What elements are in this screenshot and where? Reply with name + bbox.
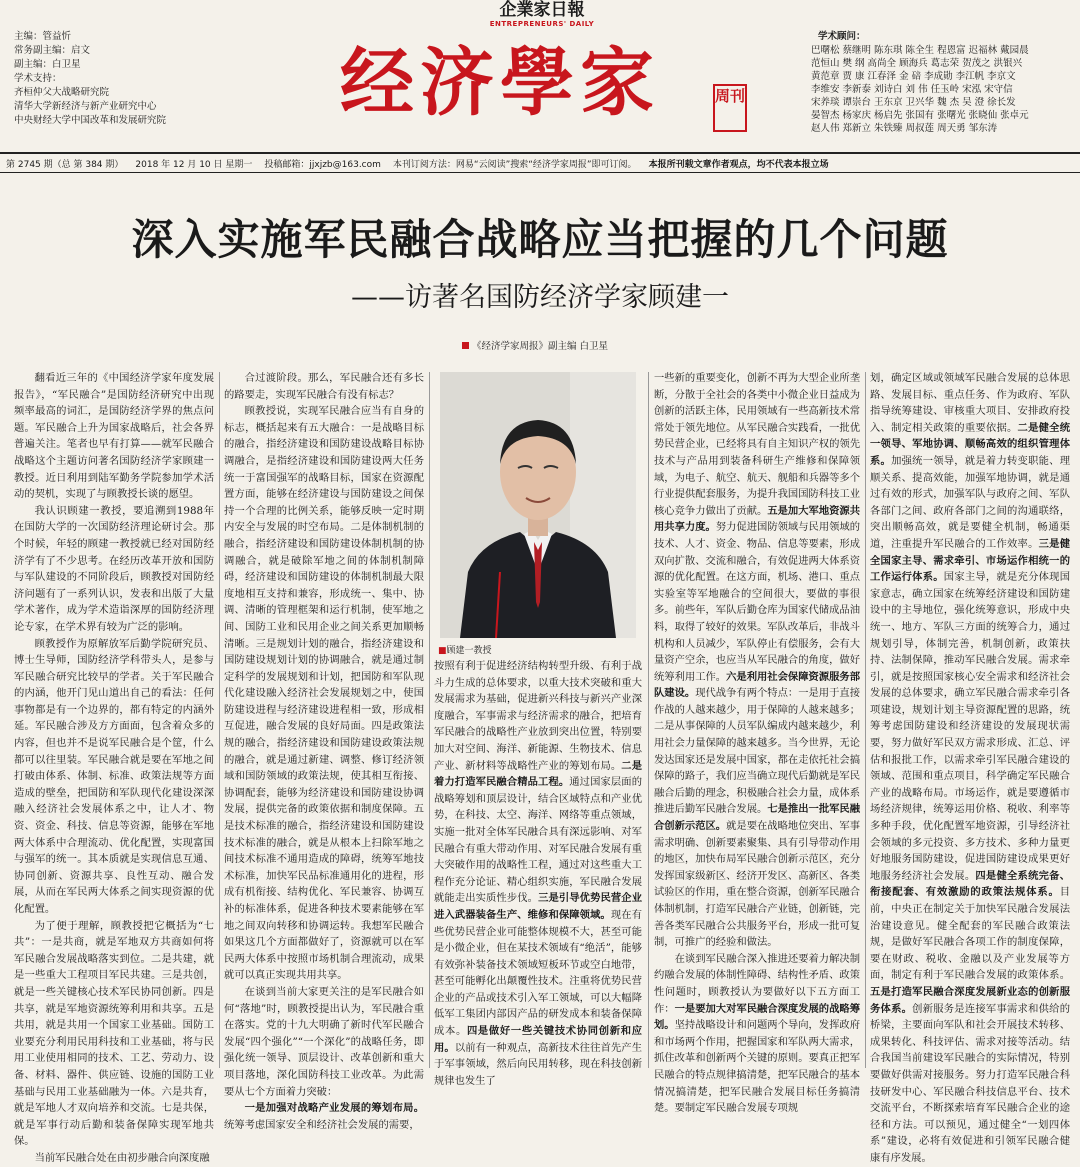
paragraph: 为了便于理解，顾教授把它概括为“七共”：一是共商，就是军地双方共商如何将军民融合发展战略落实到位。二是共建，就是一些重大工程项目军民共建。三是共创，就是一些关键核心技术军民协同创新。四是共享，就是军地资源统筹利用和共享。五是共用，就是共用一个国家工业基础。国防工业要充分利用民用科技和工业基础，将与民用工业使用相同的技术、工艺、劳动力、设备、材料、器件、供应链、设施的国防工业基础与民用工业基础融为一体。六是共育，就是军地人才双向培养和交流。七是共保，就是军事行动后勤和装备保障实现军地共保。 bbox=[14, 919, 214, 1148]
paragraph: 划，确定区域或领域军民融合发展的总体思路、发展目标、重点任务、作为政府、军队指导统筹建设、审核重大项目、安排政府投入、制定相关政策的重要依据。二是健全统一领导、军地协调、顺畅高效的组织管理体系。加强统一领导，就是着力转变职能、理顺关系、提高效能，加强军地协调，就是通过有效的形式，加强军队与政府之间、军队各部门之间、政府各部门之间的沟通联络，突出顺畅高效，就是要健全机制，畅通渠道，注重提升军民融合的工作效率。三是健全国家主导、需求牵引、市场运作相统一的工作运行体系。国家主导，就是充分体现国家意志，确立国家在统筹经济建设和国防建设中的主导地位，强化统筹意识，形成中央统一、地方、军队三方面的统筹合力，通过规划引导，体制完善，机制创新，政策扶持、法制保障，推动军民融合发展。需求牵引，就是按照国家核心安全需求和经济社会发展的总体要求，确立军民融合需求牵引各项建设，规划计划主导资源配置的思路，统筹考虑国防建设和经济建设的发展现状需要，努力做好军民双方需求形成、汇总、评估和报批工作，以需求牵引军民融合建设的领域、范围和重点项目，科学确定军民融合产业的战略布局。市场运作，就是要遵循市场经济规律，统筹运用价格、税收、利率等多种手段，优化配置军地资源，引导经济社会领域的多元投资、多方技术、多种力量更好地服务国防建设，促进国防建设成果更好地服务经济社会发展。四是健全系统完备、衔接配套、有效激励的政策法规体系。目前，中央正在制定关于加快军民融合发展法治建设意见。健全配套的军民融合政策法规，是做好军民融合各项工作的制度保障，要在财政、税收、金融以及产业发展等方面，制定有利于军民融合发展的政策体系。五是打造军民融合深度发展新业态的创新服务体系。创新服务是连接军事需求和供给的桥梁，主要面向军队和社会开展技术转移、成果转化、科技评估、需求对接等活动。结合我国当前建设军民融合的实际情况，特别要做好供需对接服务。努力打造军民融合科技研发中心、军民融合科技信息平台、技术交流平台，不断探索培育军民融合企业的途径和方法。可以预见，通过健全“一划四体系”建设，必将有效促进和引领军民融合健康有序发展。 bbox=[870, 372, 1071, 1164]
masthead-title: 经济學家 bbox=[340, 40, 660, 126]
staff-line: 清华大学新经济与新产业研究中心 bbox=[14, 101, 157, 112]
article-headline: 深入实施军民融合战略应当把握的几个问题 bbox=[131, 215, 949, 264]
advisors-row: 赵人伟 郑新立 朱铁臻 周叔莲 周天勇 邹东涛 bbox=[811, 123, 998, 134]
paragraph: 在谈到当前大家更关注的是军民融合如何“落地”时，顾教授提出认为，军民融合重在落实。党的十九大明确了新时代军民融合发展“四个强化”“一个深化”的战略任务，即强化统一领导、顶层设计、改革创新和重大项目落地，深化国防科技工业改革。为此需要从七个方面着力突破： bbox=[224, 985, 424, 1098]
disclaimer-note: 本报所刊载文章作者观点，均不代表本报立场 bbox=[648, 159, 829, 170]
advisors-row: 范恒山 樊 纲 高尚全 顾海兵 葛志荣 贺茂之 洪银兴 bbox=[811, 58, 1023, 69]
paragraph: 顾教授作为原解放军后勤学院研究员、博士生导师，国防经济学科带头人，是参与军民融合研究比较早的学者。关于军民融合的内涵，他开门见山道出自己的看法：任何事物都是有一个边界的，都有特定的内涵外延。军民融合涉及方方面面，包含着众多的内容，但也并不是说军民融合是个筐，什么都可以往里装。军民融合就是要在军地之间打破由体系、体制、标准、政策法规等方面造成的壁垒，把国防和军队现代化建设深深融入经济社会发展体系之中，让人才、物资、资金、科技、信息等资源，能够在军地两大体系中合理流动、优化配置，实现富国与强军的统一。其本质就是实现信息互通、协同创新、资源共享、良性互动、融合发展，从而在军民两大体系之间实现资源的优化配置。 bbox=[14, 637, 214, 915]
article-column-4 bbox=[654, 370, 861, 1115]
article-byline bbox=[462, 338, 662, 352]
subscription-note: 本刊订阅方法：网易“云阅读”搜索“经济学家周报”即可订阅。 bbox=[392, 159, 637, 170]
paragraph: 当前军民融合处在由初步融合向深度融 bbox=[34, 1151, 210, 1164]
staff-line: 主编：管益忻 bbox=[14, 31, 72, 42]
weekly-seal: 周刊 bbox=[713, 84, 747, 132]
paragraph: 翻看近三年的《中国经济学家年度发展报告》，“军民融合”是国防经济研究中出现频率最高的词汇，是国防经济学界的焦点问题。军民融合上升为国家战略后，社会各界普遍关注。笔者也早有打算——就军民融合战略这个主题访问著名国防经济学家顾建一教授。近日利用到陆军勤务学院参加学术活动的契机，实现了与顾教授长谈的愿望。 bbox=[14, 372, 214, 501]
staff-line: 学术支持： bbox=[14, 73, 62, 84]
paragraph: 一些新的重要变化，创新不再为大型企业所垄断，分散于全社会的各类中小微企业日益成为创新的活跃主体，民用领域有一些高新技术常常处于领先地位。从军民融合实践看，一批优势民营企业，已经将具有自主知识产权的领先技术与产品用到装备科研生产维修和保障领域，为电子、航空、航天、舰船和兵器等多个行业提供配套服务，为提升我国国防科技工业核心竞争力做出了贡献。五是加大军地资源共用共享力度。努力促进国防领域与民用领域的技术、人才、资金、物品、信息等要素，形成双向扩散、交流和融合，有效促进两大体系资源的优化配置。在这方面，机场、港口、重点实验室等军地融合的空间很大，要做的事很多。前些年，军队后勤仓库为国家代储成品油料，取得了较好的效果。军队改革后，非战斗机构和人员减少，军队停止有偿服务，会有大量资产空余，也应当从军民融合的角度，做好统筹利用工作。六是利用社会保障资源服务部队建设。现代战争有两个特点：一是用于直接作战的人越来越少，用于保障的人越来越多；二是从事保障的人员军队编成内越来越少，利用社会力量保障的越来越多。当今世界，无论发达国家还是发展中国家，都在走依托社会搞保障的路子，我们应当确立现代后勤就是军民融合后勤的理念，积极融合社会力量，成体系推进后勤军民融合发展。七是推出一批军民融合创新示范区。就是要在战略地位突出、军事需求明确、创新要素聚集、具有引导带动作用的地区，加快布局军民融合创新示范区，充分发挥国家级新区、经济开发区、高新区、各类试验区的作用，重在整合资源，创新军民融合体制机制，打造军民融合产业链，创新链，完善各类军民融合公共服务平台，形成一批可复制，可推广的经验和做法。 bbox=[654, 372, 861, 949]
paragraph: 顾教授说，实现军民融合应当有自身的标志，概括起来有五大融合：一是战略目标的融合，指经济建设和国防建设战略目标协调融合，是指经济建设和国防建设两大任务统一于富国强军的战略目标，国家在资源配置方面，能够在经济建设与国防建设之间保持一个合理的比例关系，能够反映一定时期内安全与发展的时空布局。二是体制机制的融合，指经济建设和国防建设体制机制的协调融合，就是破除军地之间的体制机制障碍，经济建设和国防建设的体制机制最大限度地相互支持和兼容，形成统一、集中、协调、清晰的管理框架和运行机制，使军地之间、国防工业和民用企业之间关系更加顺畅清晰。三是规划计划的融合，指经济建设和国防建设规划计划的协调融合，就是通过制定科学的发展规划和计划，把国防和军队现代化建设融入经济社会发展规划之中，使国防建设进程与经济建设进程相一致，形成相互促进，融合发展的良好局面。四是政策法规的融合，指经济建设和国防建设政策法规的融合，就是通过新建、调整、修订经济领域和国防领域的政策法规，使其相互衔接、协调配套，能够为经济建设和国防建设协调发展，提供完备的政策依据和制度保障。五是技术标准的融合，指经济建设和国防建设技术标准的融合，就是从根本上扫除军地之间技术标准不通用造成的障碍，统筹军地技术标准，加快军民品标准通用化的进程，形成有机衔接、结构优化、军民兼容、协调互补的标准体系，促进各种技术要素能够在军地之间双向转移和协调运转。我想军民融合如果这几个方面都做好了，资源就可以在军民两大体系中按照市场机制合理流动，成果就可以真正实现共用共享。 bbox=[224, 405, 424, 982]
advisors-row: 黄范章 贾 康 江春泽 金 碚 李成勋 李江帆 李京文 bbox=[811, 71, 1016, 82]
advisors-row: 巴曙松 蔡继明 陈东琪 陈全生 程恩富 迟福林 戴园晨 bbox=[811, 45, 1029, 56]
issue-number: 第 2745 期（总 第 384 期） bbox=[6, 159, 124, 170]
issue-date: 2018 年 12 月 10 日 星期一 bbox=[135, 159, 253, 170]
photo-caption bbox=[438, 643, 492, 656]
column-divider bbox=[865, 372, 866, 1068]
paragraph: 按照有利于促进经济结构转型升级、有利于战斗力生成的总体要求，以重大技术突破和重大发展需求为基础，促进新兴科技与新兴产业深度融合，军事需求与经济需求的融合，把培育军民融合的战略性产业放到突出位置，特别要加大对空间、海洋、新能源、生物技术、信息产业、新材料等战略性产业的筹划布局。二是着力打造军民融合精品工程。通过国家层面的战略筹划和顶层设计，结合区域特点和产业优势，在科技、太空、海洋、网络等重点领域，实施一批对全体军民融合具有深远影响、对军民融合有重大带动作用、对军民融合发展有重大突破作用的战略性工程，通过对这些重大工程作充分论证、精心组织实施，军民融合发展就能走出实质性步伐。三是引导优势民营企业进入武器装备生产、维修和保障领域。现在有些优势民营企业可能整体规模不大，甚至可能是小微企业，但在某技术领域有“绝活”，能够有效弥补装备技术领域短板环节或空白地带，甚至可能孵化出颠覆性技术。注重将优势民营企业的产品或技术引入军工领域，可以大幅降低军工集团内部因产品的研发成本和装备保障成本。四是做好一些关键技术协同创新和应用。以前有一种观点，高新技术往往首先产生于军事领域，然后向民用转移，现在科技创新规律也发生了 bbox=[434, 660, 643, 1087]
staff-line: 副主编：白卫星 bbox=[14, 59, 81, 70]
paragraph: 一是加强对战略产业发展的筹划布局。统筹考虑国家安全和经济社会发展的需要， bbox=[224, 1102, 424, 1131]
group-newspaper-name-en: ENTREPRENEURS' DAILY bbox=[489, 20, 595, 28]
column-divider bbox=[429, 372, 430, 1068]
staff-list bbox=[14, 30, 314, 128]
article-column-3 bbox=[434, 658, 643, 1087]
byline-text: 《经济学家周报》副主编 白卫星 bbox=[472, 341, 609, 352]
portrait-photo bbox=[440, 372, 636, 638]
advisors-row: 晏智杰 杨家庆 杨启先 张国有 张曙光 张晓仙 张卓元 bbox=[811, 110, 1029, 121]
article-subtitle: ——访著名国防经济学家顾建一 bbox=[351, 282, 729, 313]
portrait-illustration bbox=[440, 372, 636, 638]
submission-email: 投稿邮箱：jjxjzb@163.com bbox=[264, 159, 381, 170]
article-column-5 bbox=[870, 370, 1071, 1164]
paragraph: 在谈到军民融合深入推进还要着力解决制约融合发展的体制性障碍、结构性矛盾、政策性问题时，顾教授认为要做好以下五方面工作：一是要加大对军民融合深度发展的战略筹划。坚持战略设计和问题两个导向，发挥政府和市场两个作用，把握国家和军队两大需求，抓住改革和创新两个关键的原则。要真正把军民融合的特点规律搞清楚，把军民融合的基本情况搞清楚，把军民融合发展目标任务搞清楚。要制定军民融合发展专项规 bbox=[654, 952, 861, 1115]
advisors-label: 学术顾问： bbox=[818, 31, 866, 42]
caption-marker-icon: ■ bbox=[438, 646, 447, 656]
advisors-row: 李维安 李新泰 刘诗白 刘 伟 任玉岭 宋泓 宋守信 bbox=[811, 84, 1013, 95]
article-column-1 bbox=[14, 370, 214, 1164]
paragraph: 我认识顾建一教授，要追溯到1988年在国防大学的一次国防经济理论研讨会。那个时候，年轻的顾建一教授就已经对国防经济学有了不少思考。在经历改革开放和国防与军队建设的不同阶段后，顾教授对国防经济问题有了一系列认识，发表和出版了大量学术著作，成为学术造诣深厚的国防经济理论专家，在学术界有较为广泛的影响。 bbox=[14, 504, 214, 633]
staff-line: 中央财经大学中国改革和发展研究院 bbox=[14, 115, 167, 126]
group-newspaper-name: 企業家日報 bbox=[499, 0, 585, 20]
article-column-2 bbox=[224, 370, 424, 1131]
staff-line: 常务副主编：启文 bbox=[14, 45, 91, 56]
column-divider bbox=[648, 372, 649, 1068]
byline-marker-icon bbox=[462, 342, 469, 349]
paragraph: 合过渡阶段。那么，军民融合还有多长的路要走，实现军民融合有没有标志？ bbox=[224, 372, 424, 401]
advisors-list bbox=[811, 44, 1073, 135]
issue-info-bar bbox=[0, 152, 1080, 173]
photo-caption-text: 顾建一教授 bbox=[446, 646, 492, 656]
advisors-row: 宋养琰 谭崇台 王东京 卫兴华 魏 杰 吴 澄 徐长发 bbox=[811, 97, 1016, 108]
column-divider bbox=[219, 372, 220, 1068]
staff-line: 齐桓仲父大战略研究院 bbox=[14, 87, 110, 98]
